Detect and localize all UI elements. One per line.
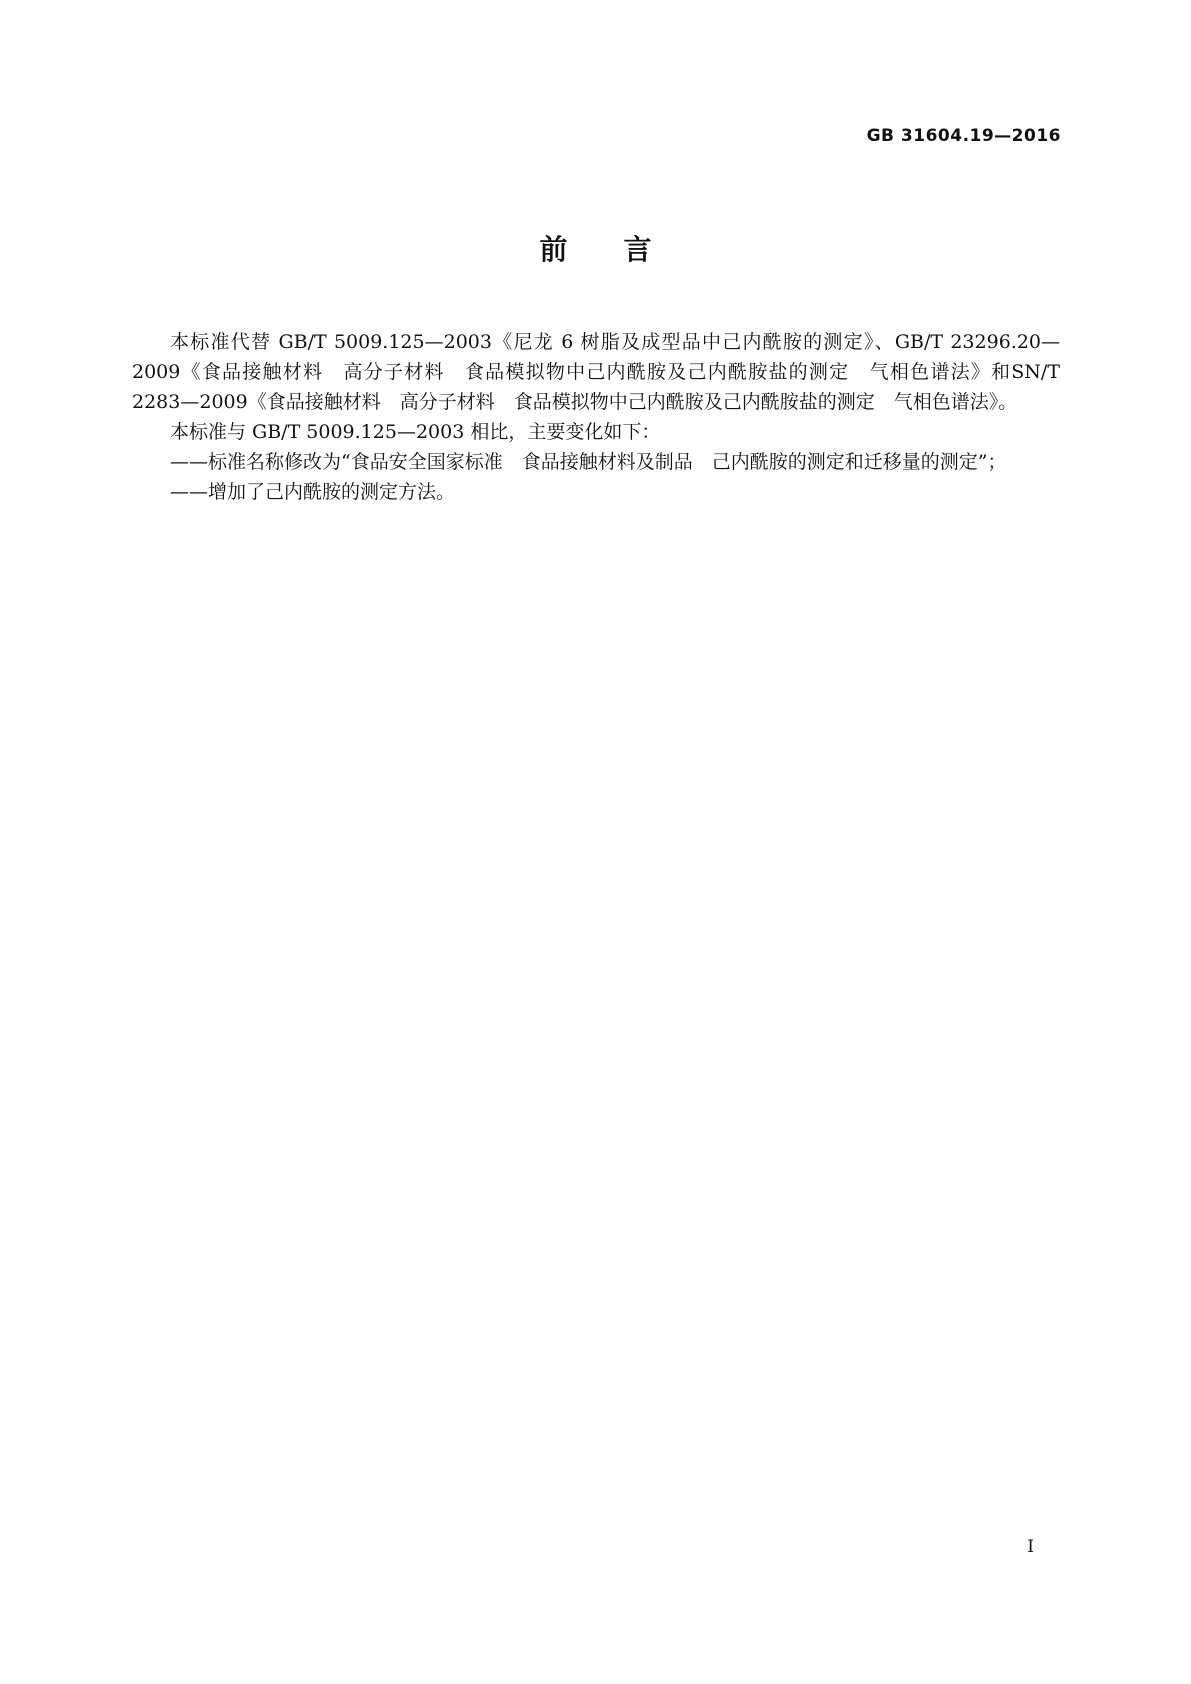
standard-code: GB 31604.19—2016 — [866, 126, 1061, 146]
page-number: I — [1027, 1537, 1034, 1557]
page-title: 前言 — [539, 233, 708, 266]
paragraph-changes-intro: 本标准与 GB/T 5009.125—2003 相比，主要变化如下： — [170, 421, 661, 443]
paragraph-replacement: 本标准代替 GB/T 5009.125—2003《尼龙 6 树脂及成型品中己内酰胺的测定》、GB/T 23296.20—2009《食品接触材料 高分子材料 食品模拟物中己内酰胺及己内酰胺盐的测定 气相色谱法》和SN/T 2283—2009《食品接触材料 高分子材料 食品模拟物中己内酰胺及己内酰胺盐的测定 气相色谱法》。 — [132, 331, 1060, 413]
list-item-change-2: ——增加了己内酰胺的测定方法。 — [170, 481, 456, 503]
list-item-change-1: ——标准名称修改为“食品安全国家标准 食品接触材料及制品 己内酰胺的测定和迁移量的测定”； — [170, 451, 1007, 473]
foreword-body — [132, 327, 1060, 507]
